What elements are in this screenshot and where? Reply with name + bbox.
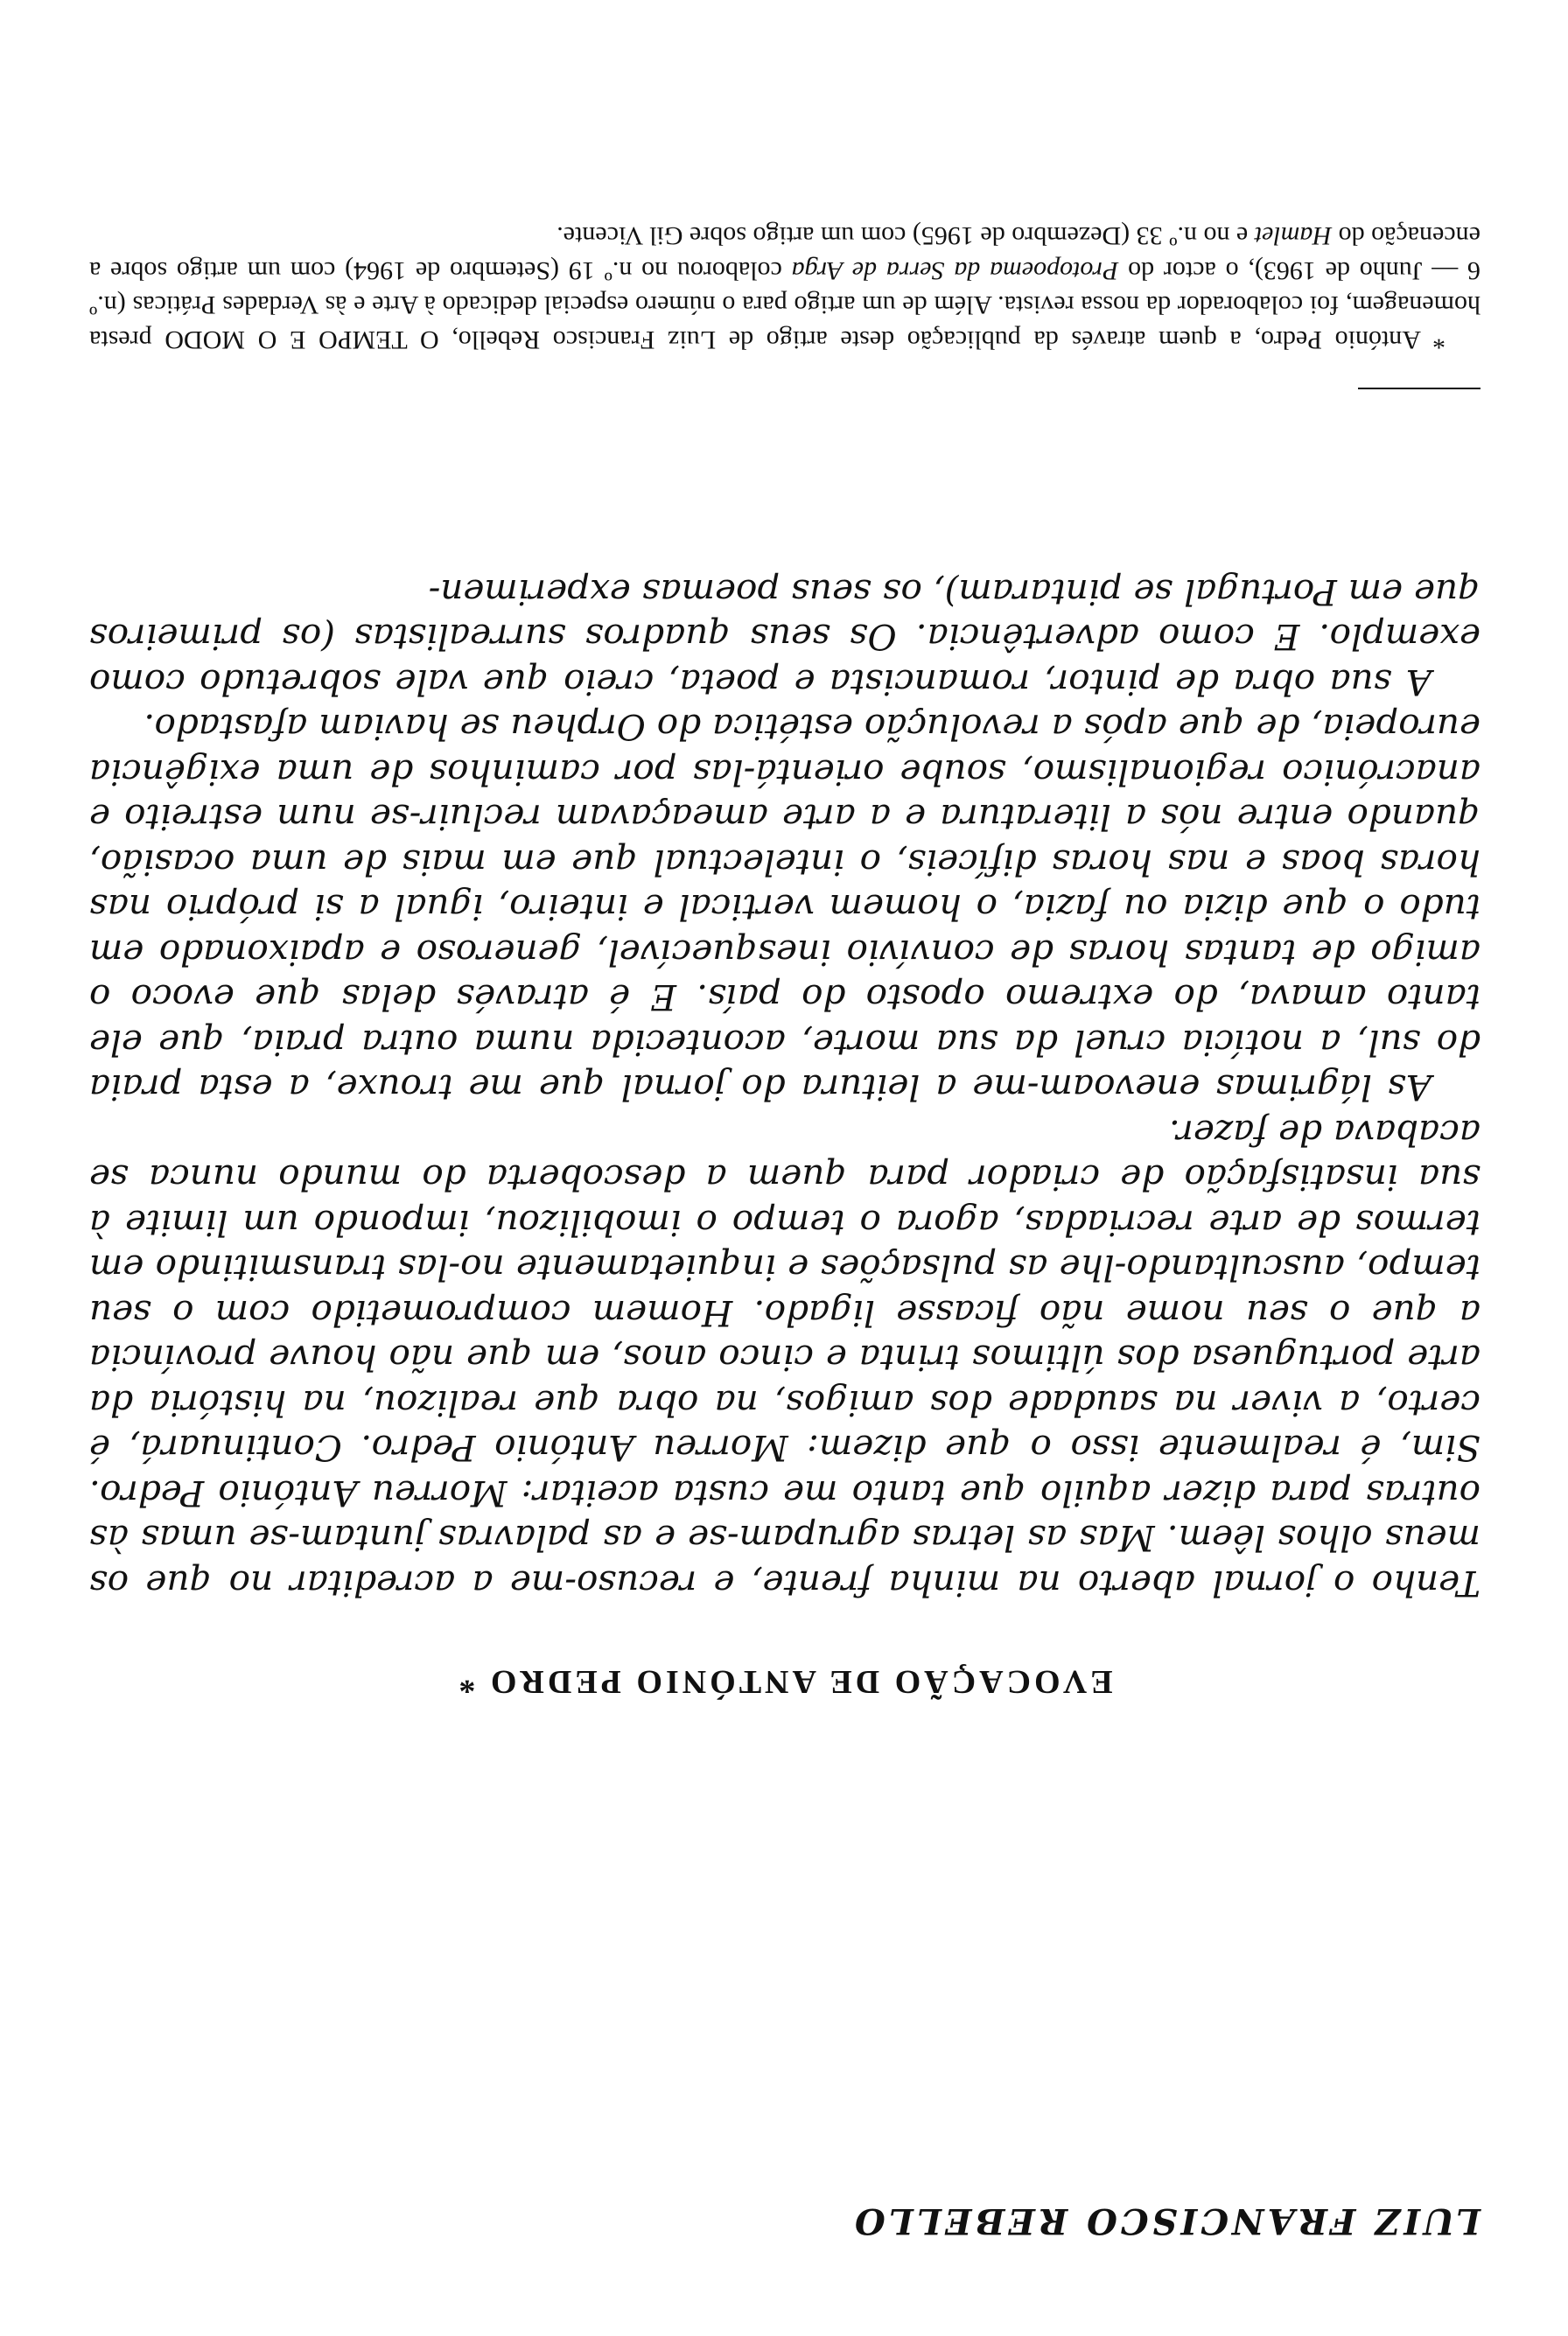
footnote-middle: colaborou no n.º 19 (Setembro de 1964) com um artigo sobre a encenação do xyxy=(89,221,1480,285)
footnote-intro: * António Pedro, a quem através da publicação deste artigo de Luiz Francisco Rebello, O TEMPO E O MODO presta homenagem, foi colaborador da nossa revista. Além de um artigo para o número especial dedicado à Arte e às Verdades Práticas (n.º 6 — Junho de 1963), o actor do xyxy=(89,256,1480,354)
footnote xyxy=(89,219,1480,357)
footnote-work-protopoema: Protopoema da Serra de Arga xyxy=(791,256,1119,285)
paragraph-1: Tenho o jornal aberto na minha frente, e recuso-me a acreditar no que os meus olhos lêem. Mas as letras agrupam-se e as palavras juntam-se umas às outras para dizer aquilo que tanto me custa aceitar: Morreu António Pedro. Sim, é realmente isso o que dizem: Morreu António Pedro. Continuará, é certo, a viver na saudade dos amigos, na obra que realizou, na história da arte portuguesa dos últimos trinta e cinco anos, em que não houve província a que o seu nome não ficasse ligado. Homem comprometido com o seu tempo, auscultando-lhe as pulsações e inquietamente no-las transmitindo em termos de arte recriadas, agora o tempo o imobilizou, impondo um limite à sua insatisfação de criador para quem a descoberta do mundo nunca se acabava de fazer. xyxy=(89,1112,1480,1605)
author-name: LUIZ FRANCISCO REBELLO xyxy=(850,2200,1480,2242)
article-title: EVOCAÇÃO DE ANTÓNIO PEDRO * xyxy=(455,1663,1113,1700)
footnote-outro: e no n.º 33 (Dezembro de 1965) com um artigo sobre Gil Vicente. xyxy=(556,221,1255,251)
footnote-work-hamlet: Hamlet xyxy=(1254,221,1333,251)
footnote-divider xyxy=(1358,388,1480,389)
article-body xyxy=(89,570,1480,1606)
paragraph-3: A sua obra de pintor, romancista e poeta, creio que vale sobretudo como exemplo. E como advertência. Os seus quadros surrealistas (os primeiros que em Portugal se pintaram), os seus poemas experimen- xyxy=(89,571,1480,703)
paragraph-2: As lágrimas enevoam-me a leitura do jornal que me trouxe, a esta praia do sul, a notícia cruel da sua morte, acontecida numa outra praia, que ele tanto amava, do extremo oposto do país. E é através delas que evoco o amigo de tantas horas de convívio inesquecível, generoso e apaixonado em tudo o que dizia ou fazia, o homem vertical e inteiro, igual a si próprio nas horas boas e nas horas difíceis, o intelectual que em mais de uma ocasião, quando entre nós a literatura e a arte ameaçavam recluir-se num estreito e anacrónico regionalismo, soube orientá-las por caminhos de uma exigência europeia, de que após a revolução estética do Orpheu se haviam afastado. xyxy=(89,706,1480,1109)
